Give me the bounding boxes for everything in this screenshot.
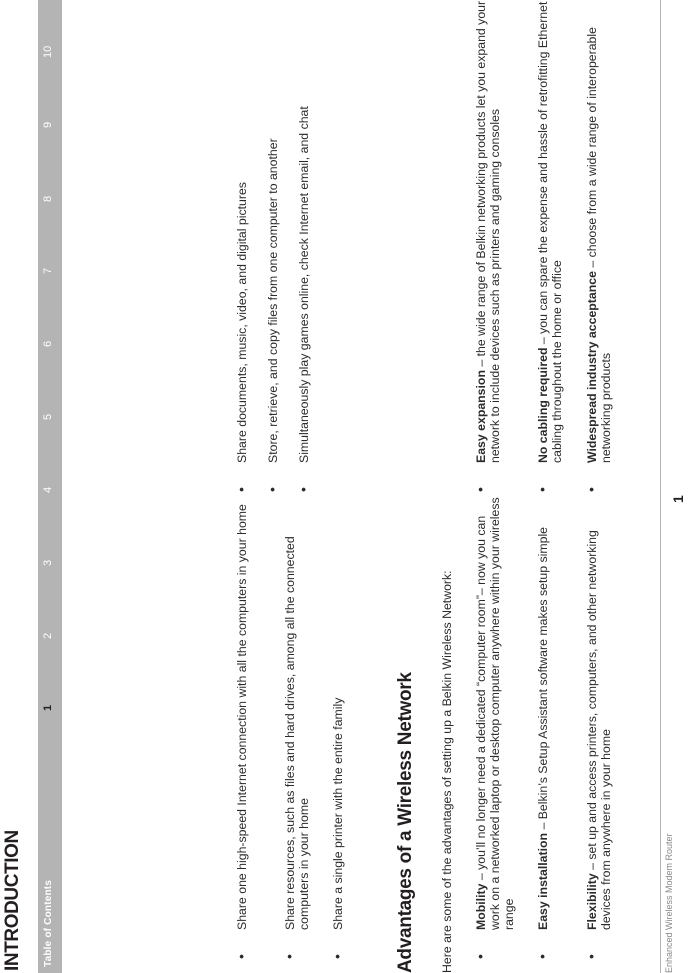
advantage-item xyxy=(536,490,550,930)
advantage-text: – the wide range of Belkin networking products let you expand your network to include devices such as printers and gaming consoles xyxy=(474,0,502,463)
toc-page-2[interactable]: 2 xyxy=(42,632,54,639)
footer-product-name: Enhanced Wireless Modem Router xyxy=(664,833,674,973)
toc-page-10[interactable]: 10 xyxy=(42,45,54,58)
advantage-text: – set up and access printers, computers, and other networking devices from anywhere in your home xyxy=(585,530,613,930)
advantage-item xyxy=(474,490,516,930)
advantage-text: – Belkin’s Setup Assistant software makes setup simple xyxy=(536,526,550,833)
list-item: • Share a single printer with the entire family xyxy=(331,490,345,930)
toc-page-7[interactable]: 7 xyxy=(42,267,54,274)
advantage-term: Easy expansion xyxy=(474,370,488,463)
toc-page-8[interactable]: 8 xyxy=(42,195,54,202)
toc-page-6[interactable]: 6 xyxy=(42,340,54,347)
advantage-text: – you can spare the expense and hassle of retrofitting Ethernet cabling throughout the home or office xyxy=(536,1,564,463)
list-item: • Simultaneously play games online, check Internet email, and chat xyxy=(297,0,311,463)
advantage-term: Mobility xyxy=(474,883,488,930)
toc-page-9[interactable]: 9 xyxy=(42,121,54,128)
footer-rule xyxy=(660,0,661,973)
intro-text: Here are some of the advantages of setting up a Belkin Wireless Network: xyxy=(440,570,454,973)
advantage-term: Widespread industry acceptance xyxy=(585,271,599,463)
list-item: • Share one high-speed Internet connection with all the computers in your home xyxy=(235,490,249,930)
toc-page-5[interactable]: 5 xyxy=(42,413,54,420)
advantage-text: – choose from a wide range of interoperable networking products xyxy=(585,27,613,463)
advantage-term: No cabling required xyxy=(536,347,550,463)
list-item: • Share resources, such as files and hard drives, among all the connected computers in your home xyxy=(283,490,311,930)
advantage-item xyxy=(536,0,564,463)
advantage-item xyxy=(585,490,613,930)
advantage-item xyxy=(474,0,502,463)
advantage-text: – you’ll no longer need a dedicated “computer room”– now you can work on a networked laptop or desktop computer anywhere within your wireless range xyxy=(474,497,516,930)
advantage-term: Easy installation xyxy=(536,832,550,930)
section-title: INTRODUCTION xyxy=(2,830,23,971)
advantage-item xyxy=(585,0,613,463)
list-item: • Share documents, music, video, and digital pictures xyxy=(235,0,249,463)
toc-label[interactable]: Table of Contents xyxy=(43,879,54,967)
list-item: • Store, retrieve, and copy files from one computer to another xyxy=(266,0,280,463)
page-number: 1 xyxy=(670,495,686,503)
section-heading: Advantages of a Wireless Network xyxy=(395,672,416,973)
toc-page-4[interactable]: 4 xyxy=(42,486,54,493)
toc-bar xyxy=(38,0,62,973)
advantage-term: Flexibility xyxy=(585,873,599,930)
toc-page-1[interactable]: 1 xyxy=(42,704,54,711)
toc-page-3[interactable]: 3 xyxy=(42,559,54,566)
